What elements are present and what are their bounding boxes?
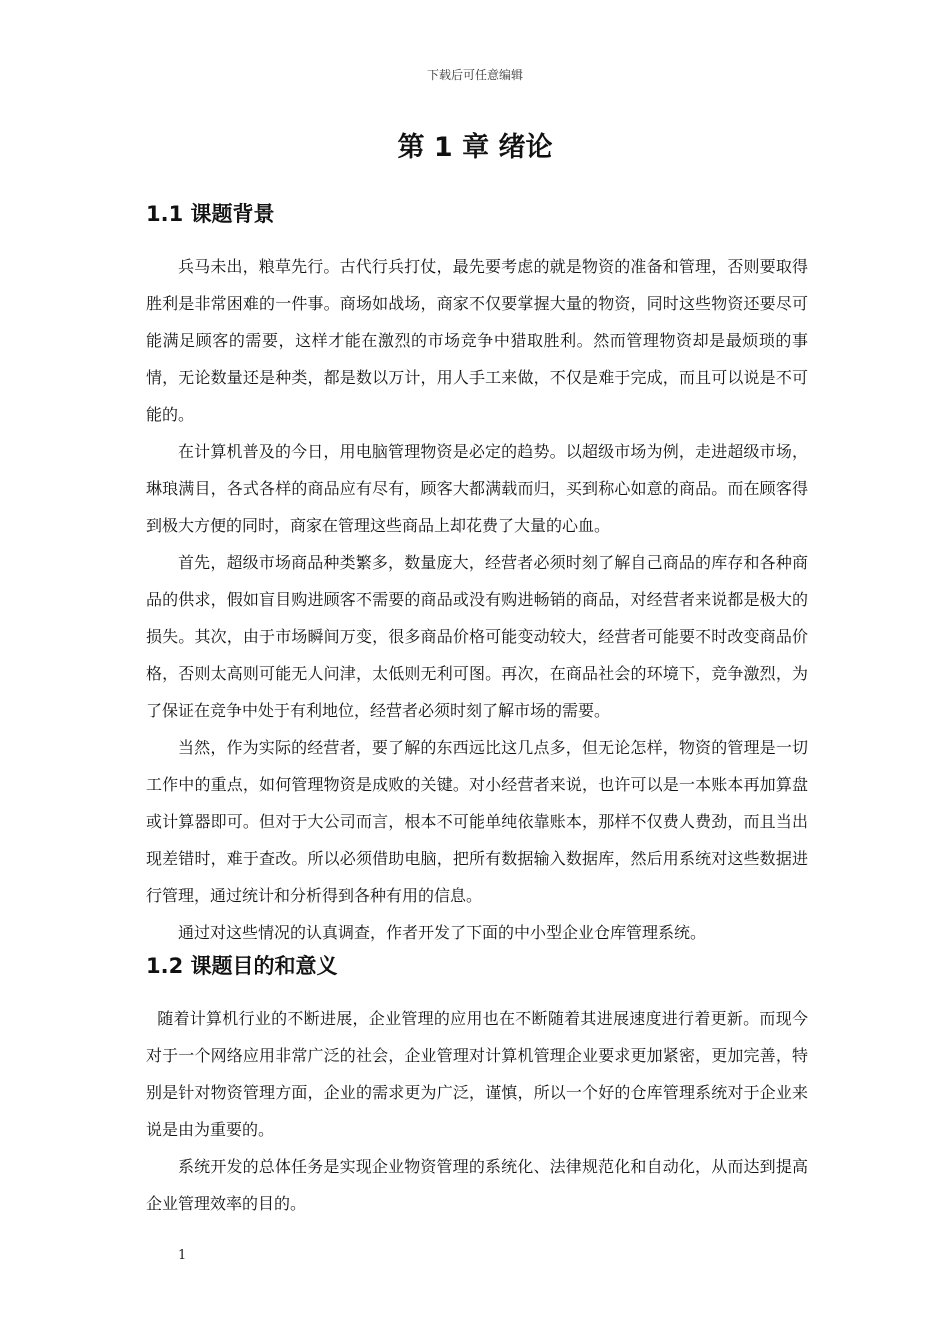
section-heading-1-2: 1.2 课题目的和意义	[146, 954, 338, 978]
paragraph: 首先，超级市场商品种类繁多，数量庞大，经营者必须时刻了解自己商品的库存和各种商品的供求，假如盲目购进顾客不需要的商品或没有购进畅销的商品，对经营者来说都是极大的损失。其次，由于市场瞬间万变，很多商品价格可能变动较大，经营者可能要不时改变商品价格，否则太高则可能无人问津，太低则无利可图。再次，在商品社会的环境下，竞争激烈，为了保证在竞争中处于有利地位，经营者必须时刻了解市场的需要。	[146, 553, 808, 720]
header-note: 下载后可任意编辑	[426, 68, 523, 82]
paragraph: 当然，作为实际的经营者，要了解的东西远比这几点多，但无论怎样，物资的管理是一切工作中的重点，如何管理物资是成败的关键。对小经营者来说，也许可以是一本账本再加算盘或计算器即可。但对于大公司而言，根本不可能单纯依靠账本，那样不仅费人费劲，而且当出现差错时，难于查改。所以必须借助电脑，把所有数据输入数据库，然后用系统对这些数据进行管理，通过统计和分析得到各种有用的信息。	[146, 738, 808, 905]
paragraph: 通过对这些情况的认真调查，作者开发了下面的中小型企业仓库管理系统。	[178, 923, 707, 942]
chapter-title: 第 1 章 绪论	[397, 132, 553, 163]
section-1-2-body	[146, 1000, 808, 1222]
paragraph: 在计算机普及的今日，用电脑管理物资是必定的趋势。以超级市场为例，走进超级市场，琳琅满目，各式各样的商品应有尽有，顾客大都满载而归，买到称心如意的商品。而在顾客得到极大方便的同时，商家在管理这些商品上却花费了大量的心血。	[146, 442, 808, 535]
paragraph: 系统开发的总体任务是实现企业物资管理的系统化、法律规范化和自动化，从而达到提高企业管理效率的目的。	[146, 1157, 808, 1213]
section-heading-1-1: 1.1 课题背景	[146, 202, 275, 226]
section-1-1-body	[146, 248, 808, 951]
page-number: 1	[178, 1248, 187, 1263]
paragraph: 兵马未出，粮草先行。古代行兵打仗，最先要考虑的就是物资的准备和管理，否则要取得胜利是非常困难的一件事。商场如战场，商家不仅要掌握大量的物资，同时这些物资还要尽可能满足顾客的需要，这样才能在激烈的市场竞争中猎取胜利。然而管理物资却是最烦琐的事情，无论数量还是种类，都是数以万计，用人手工来做，不仅是难于完成，而且可以说是不可能的。	[146, 257, 808, 424]
paragraph: 随着计算机行业的不断进展，企业管理的应用也在不断随着其进展速度进行着更新。而现今对于一个网络应用非常广泛的社会，企业管理对计算机管理企业要求更加紧密，更加完善，特别是针对物资管理方面，企业的需求更为广泛，谨慎，所以一个好的仓库管理系统对于企业来说是由为重要的。	[146, 1009, 808, 1139]
